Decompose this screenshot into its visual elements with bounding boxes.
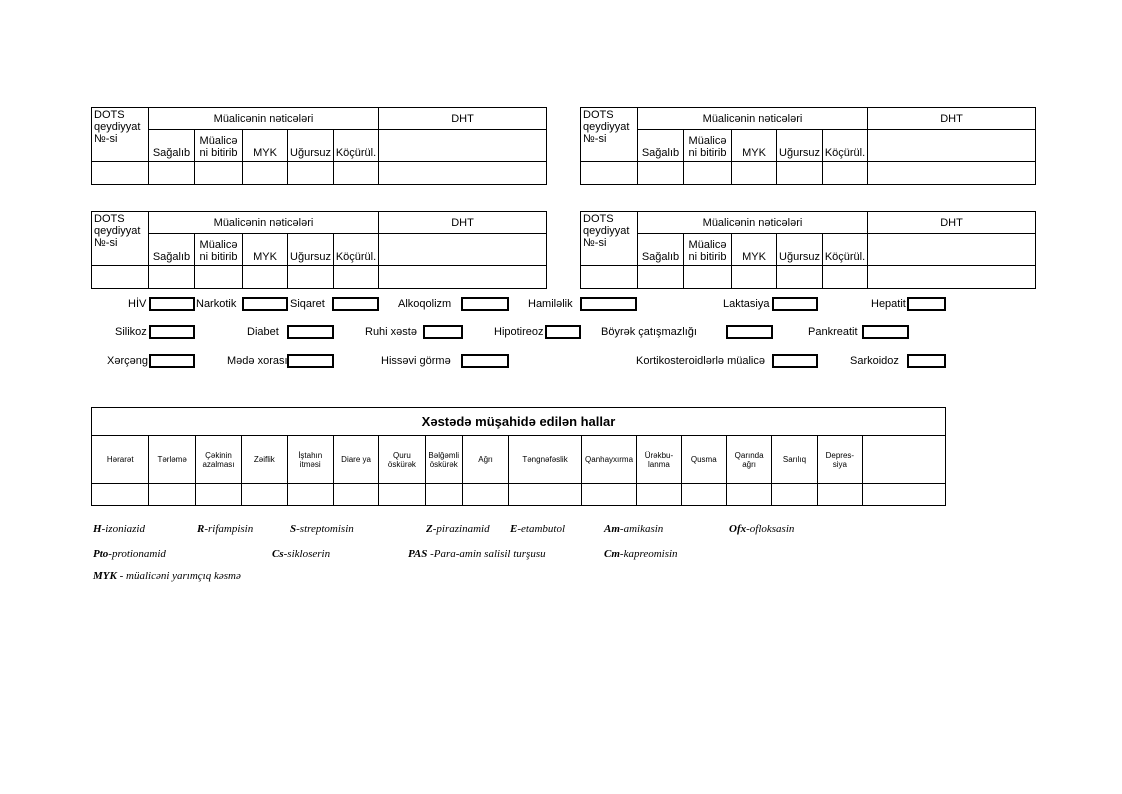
col-myk: MYK [732,234,777,266]
legend-pas: PAS -Para-amin salisil turşusu [408,548,546,560]
observation-header-15: Depres- siya [817,436,862,484]
dots-number-cell[interactable] [92,162,149,185]
failed-cell[interactable] [777,162,823,185]
dots-number-cell[interactable] [581,266,638,289]
legend-ofx: Ofx-ofloksasin [729,523,795,535]
label-hepatit: Hepatit [871,298,906,310]
label-silikoz: Silikoz [115,326,147,338]
dht-cell[interactable] [379,130,547,162]
dots-number-header: DOTS qeydiyyat №-si [581,212,638,266]
myk-cell[interactable] [732,266,777,289]
col-cured: Sağalıb [638,234,684,266]
col-completed: Müalicə ni bitirib [195,234,243,266]
col-transferred: Köçürül. [334,234,379,266]
cured-cell[interactable] [149,162,195,185]
col-transferred: Köçürül. [823,234,868,266]
label-pankreatit: Pankreatit [808,326,858,338]
col-myk: MYK [243,234,288,266]
checkbox-hipotireoz[interactable] [545,325,581,339]
label-laktasiya: Laktasiya [723,298,770,310]
checkbox-mede[interactable] [287,354,334,368]
label-xercheng: Xərçəng [107,355,148,367]
completed-cell[interactable] [195,162,243,185]
label-narkotik: Narkotik [196,298,237,310]
label-diabet: Diabet [247,326,279,338]
col-transferred: Köçürül. [334,130,379,162]
checkbox-hissevi[interactable] [461,354,509,368]
checkbox-xercheng[interactable] [149,354,195,368]
checkbox-pankreatit[interactable] [862,325,909,339]
observation-header-8: Ağrı [462,436,508,484]
treatment-results-header: Müalicənin nəticələri [638,212,868,234]
label-hamilelik: Hamiləlik [528,298,573,310]
dht-empty-cell[interactable] [379,266,547,289]
legend-r: R-rifampisin [197,523,254,535]
checkbox-laktasiya[interactable] [772,297,818,311]
observation-cell-3[interactable] [242,484,287,506]
label-hissevi: Hissəvi görmə [381,355,451,367]
myk-cell[interactable] [243,266,288,289]
col-failed: Uğursuz [777,234,823,266]
cured-cell[interactable] [638,266,684,289]
legend-am: Am-amikasin [604,523,664,535]
label-hipotireoz: Hipotireoz [494,326,544,338]
observation-header-10: Qanhayxırma [581,436,636,484]
dht-cell[interactable] [868,234,1036,266]
observation-cell-2[interactable] [195,484,241,506]
observation-cell-6[interactable] [379,484,425,506]
dht-cell[interactable] [379,234,547,266]
col-myk: MYK [243,130,288,162]
dht-header: DHT [868,212,1036,234]
dht-empty-cell[interactable] [868,162,1036,185]
transferred-cell[interactable] [823,162,868,185]
treatment-result-table [580,107,1036,185]
failed-cell[interactable] [288,162,334,185]
cured-cell[interactable] [149,266,195,289]
observation-cell-13[interactable] [726,484,771,506]
completed-cell[interactable] [684,266,732,289]
observation-cell-9[interactable] [509,484,582,506]
failed-cell[interactable] [777,266,823,289]
observation-header-11: Ürəkbu- lanma [637,436,681,484]
treatment-results-header: Müalicənin nəticələri [638,108,868,130]
treatment-results-header: Müalicənin nəticələri [149,108,379,130]
dht-header: DHT [868,108,1036,130]
observation-header-12: Qusma [681,436,726,484]
observation-header-7: Bəlğəmli öskürək [425,436,462,484]
observation-cell-15[interactable] [817,484,862,506]
cured-cell[interactable] [638,162,684,185]
legend-h: H-izoniazid [93,523,145,535]
dht-empty-cell[interactable] [379,162,547,185]
dht-header: DHT [379,212,547,234]
completed-cell[interactable] [195,266,243,289]
col-cured: Sağalıb [638,130,684,162]
observation-header-16 [863,436,946,484]
failed-cell[interactable] [288,266,334,289]
col-transferred: Köçürül. [823,130,868,162]
observation-cell-5[interactable] [333,484,378,506]
transferred-cell[interactable] [823,266,868,289]
observation-cell-11[interactable] [637,484,681,506]
observation-cell-1[interactable] [149,484,195,506]
checkbox-hiv[interactable] [149,297,195,311]
dht-header: DHT [379,108,547,130]
checkbox-hamilelik[interactable] [580,297,637,311]
legend-z: Z-pirazinamid [426,523,490,535]
observation-header-9: Təngnəfəslik [509,436,582,484]
legend-s: S-streptomisin [290,523,354,535]
checkbox-boyrek[interactable] [726,325,773,339]
observation-header-1: Tərləmə [149,436,195,484]
dht-cell[interactable] [868,130,1036,162]
observation-cell-16[interactable] [863,484,946,506]
treatment-results-header: Müalicənin nəticələri [149,212,379,234]
observation-cell-14[interactable] [772,484,817,506]
observation-cell-12[interactable] [681,484,726,506]
observation-cell-4[interactable] [287,484,333,506]
myk-cell[interactable] [243,162,288,185]
completed-cell[interactable] [684,162,732,185]
checkbox-hepatit[interactable] [907,297,946,311]
legend-myk: MYK - müalicəni yarımçıq kəsmə [93,570,241,582]
checkbox-kortiko[interactable] [772,354,818,368]
observation-cell-10[interactable] [581,484,636,506]
treatment-result-table [580,211,1036,289]
treatment-result-table [91,211,547,289]
checkbox-silikoz[interactable] [149,325,195,339]
observation-header-5: Diare ya [333,436,378,484]
label-ruhi: Ruhi xəstə [365,326,417,338]
observation-header-14: Sarılıq [772,436,817,484]
checkbox-ruhi[interactable] [423,325,463,339]
legend-pto: Pto-protionamid [93,548,166,560]
transferred-cell[interactable] [334,266,379,289]
legend-cm: Cm-kapreomisin [604,548,678,560]
label-sarkoidoz: Sarkoidoz [850,355,899,367]
transferred-cell[interactable] [334,162,379,185]
col-cured: Sağalıb [149,130,195,162]
dots-number-header: DOTS qeydiyyat №-si [581,108,638,162]
label-boyrek: Böyrək çatışmazlığı [601,326,697,338]
observation-header-2: Çəkinin azalması [195,436,241,484]
checkbox-siqaret[interactable] [332,297,379,311]
col-failed: Uğursuz [288,234,334,266]
checkbox-alkoqolizm[interactable] [461,297,509,311]
observation-header-6: Quru öskürək [379,436,425,484]
observation-header-13: Qarında ağrı [726,436,771,484]
observation-header-4: İştahın itməsi [287,436,333,484]
label-hiv: HİV [128,298,147,310]
col-cured: Sağalıb [149,234,195,266]
label-kortiko: Kortikosteroidlərlə müalicə [636,355,765,367]
dht-empty-cell[interactable] [868,266,1036,289]
dots-number-cell[interactable] [581,162,638,185]
myk-cell[interactable] [732,162,777,185]
checkbox-narkotik[interactable] [242,297,288,311]
label-alkoqolizm: Alkoqolizm [398,298,452,310]
col-completed: Müalicə ni bitirib [195,130,243,162]
observation-header-0: Hərarət [92,436,149,484]
checkbox-sarkoidoz[interactable] [907,354,946,368]
treatment-result-table [91,107,547,185]
checkbox-diabet[interactable] [287,325,334,339]
observations-title: Xəstədə müşahidə edilən hallar [92,408,946,436]
dots-number-header: DOTS qeydiyyat №-si [92,212,149,266]
legend-e: E-etambutol [510,523,566,535]
col-completed: Müalicə ni bitirib [684,234,732,266]
dots-number-header: DOTS qeydiyyat №-si [92,108,149,162]
col-failed: Uğursuz [777,130,823,162]
observation-cell-8[interactable] [462,484,508,506]
legend-cs: Cs-sikloserin [272,548,331,560]
dots-number-cell[interactable] [92,266,149,289]
observation-cell-7[interactable] [425,484,462,506]
observation-header-3: Zəiflik [242,436,287,484]
label-siqaret: Siqaret [290,298,325,310]
observation-cell-0[interactable] [92,484,149,506]
col-failed: Uğursuz [288,130,334,162]
observations-table [91,407,946,506]
label-mede: Mədə xorası [227,355,288,367]
col-myk: MYK [732,130,777,162]
col-completed: Müalicə ni bitirib [684,130,732,162]
